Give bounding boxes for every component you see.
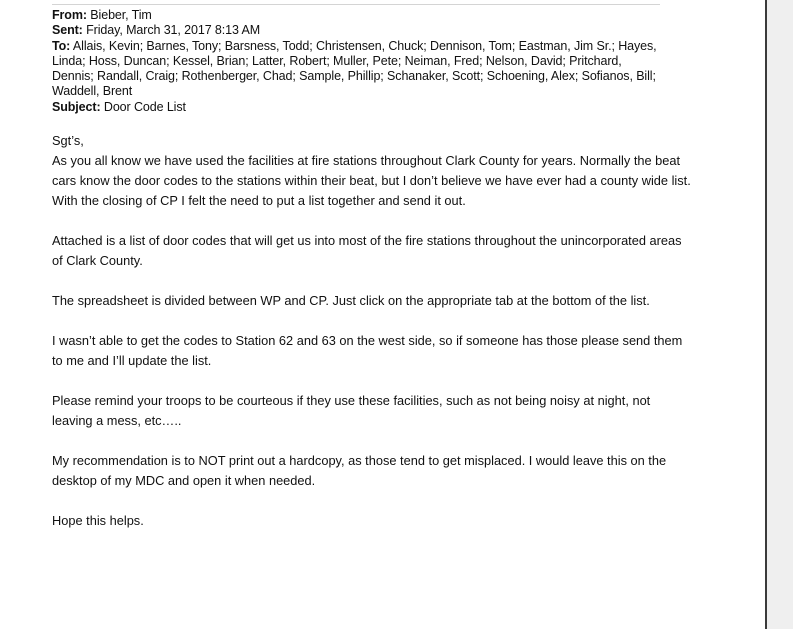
from-line bbox=[52, 8, 662, 23]
email-header bbox=[52, 8, 662, 115]
to-line bbox=[52, 39, 662, 100]
email-body bbox=[52, 131, 692, 531]
sent-line bbox=[52, 23, 662, 38]
window-edge bbox=[765, 0, 793, 629]
paragraph-gap bbox=[52, 431, 692, 451]
closing-line: Hope this helps. bbox=[52, 513, 144, 528]
from-value: Bieber, Tim bbox=[90, 8, 152, 22]
paragraph-gap bbox=[52, 271, 692, 291]
to-label: To: bbox=[52, 38, 71, 53]
paragraph-gap bbox=[52, 211, 692, 231]
sent-value: Friday, March 31, 2017 8:13 AM bbox=[86, 23, 261, 38]
header-divider bbox=[52, 4, 660, 5]
sent-label: Sent: bbox=[52, 23, 83, 38]
subject-value: Door Code List bbox=[103, 99, 186, 114]
body-paragraph-4: I wasn’t able to get the codes to Station 62 and 63 on the west side, so if someone has those please send them to me and I’ll update the list. bbox=[52, 333, 683, 368]
subject-line bbox=[52, 100, 662, 115]
body-paragraph-5: Please remind your troops to be courteous if they use these facilities, such as not being noisy at night, not leaving a mess, etc….. bbox=[52, 393, 651, 428]
greeting: Sgt’s, bbox=[52, 133, 84, 148]
subject-label: Subject: bbox=[52, 99, 101, 114]
body-paragraph-3: The spreadsheet is divided between WP and CP. Just click on the appropriate tab at the bottom of the list. bbox=[52, 293, 650, 308]
body-paragraph-1: As you all know we have used the facilities at fire stations throughout Clark County for years. Normally the beat cars know the door codes to the stations within their beat, but I don’t believe we have ever had a county wide list. With the closing of CP I felt the need to put a list together and send it out. bbox=[52, 153, 691, 208]
body-paragraph-6: My recommendation is to NOT print out a hardcopy, as those tend to get misplaced. I would leave this on the desktop of my MDC and open it when needed. bbox=[52, 453, 667, 488]
from-label: From: bbox=[52, 8, 87, 22]
paragraph-gap bbox=[52, 311, 692, 331]
body-paragraph-2: Attached is a list of door codes that will get us into most of the fire stations throughout the unincorporated areas of Clark County. bbox=[52, 233, 682, 268]
paragraph-gap bbox=[52, 491, 692, 511]
to-recipients: Allais, Kevin; Barnes, Tony; Barsness, Todd; Christensen, Chuck; Dennison, Tom; Eastman, Jim Sr.; Hayes, Linda; Hoss, Duncan; Kessel, Brian; Latter, Robert; Muller, Pete; Neiman, Fred; Nelson, David; Pritchard, Dennis; Randall, Craig; Rothenberger, Chad; Sample, Phillip; Schanaker, Scott; Schoening, Alex; Sofianos, Bill; Waddell, Brent bbox=[52, 38, 657, 99]
paragraph-gap bbox=[52, 371, 692, 391]
